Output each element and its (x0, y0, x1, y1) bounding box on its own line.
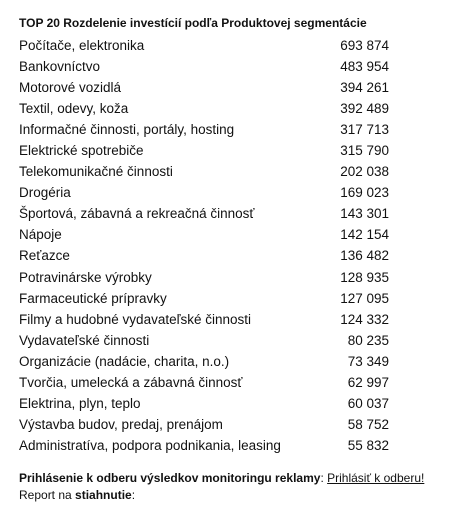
item-name: Administratíva, podpora podnikania, leasing (19, 437, 281, 453)
list-item (19, 414, 449, 435)
item-value: 392 489 (340, 101, 389, 117)
list-item (19, 161, 449, 182)
item-value: 169 023 (340, 185, 389, 201)
item-name: Tvorčia, umelecká a zábavná činnosť (19, 374, 243, 390)
item-name: Motorové vozidlá (19, 80, 122, 96)
list-item (19, 77, 449, 98)
item-value: 55 832 (347, 437, 389, 453)
item-name: Potravinárske výrobky (19, 269, 152, 285)
list-item (19, 309, 449, 330)
item-value: 80 235 (347, 332, 389, 348)
list-item (19, 435, 449, 456)
item-name: Telekomunikačné činnosti (19, 164, 173, 180)
item-name: Vydavateľské činnosti (19, 332, 150, 348)
item-name: Farmaceutické prípravky (19, 290, 167, 306)
item-value: 315 790 (340, 143, 389, 159)
item-value: 60 037 (347, 395, 389, 411)
subscribe-link[interactable]: Prihlásiť k odberu! (327, 471, 425, 485)
item-name: Počítače, elektronika (19, 38, 145, 53)
item-value: 73 349 (347, 353, 389, 369)
page-title: TOP 20 Rozdelenie investícií podľa Produktovej segmentácie (19, 16, 367, 30)
item-name: Športová, zábavná a rekreačná činnosť (19, 206, 255, 222)
item-value: 143 301 (340, 206, 389, 222)
item-value: 58 752 (347, 416, 389, 432)
item-name: Informačné činnosti, portály, hosting (19, 122, 235, 138)
subscribe-label: Prihlásenie k odberu výsledkov monitoringu reklamy (19, 471, 321, 485)
report-suffix: : (131, 488, 136, 502)
item-name: Elektrina, plyn, teplo (19, 395, 141, 411)
list-item (19, 98, 449, 119)
item-name: Nápoje (19, 227, 62, 243)
footer (19, 470, 424, 504)
item-name: Elektrické spotrebiče (19, 143, 144, 159)
subscribe-separator: : (320, 471, 328, 485)
item-name: Filmy a hudobné vydavateľské činnosti (19, 311, 252, 327)
list-item (19, 119, 449, 140)
item-value: 202 038 (340, 164, 389, 180)
list-item (19, 203, 449, 224)
list-item (19, 224, 449, 245)
report-download-label: stiahnutie (75, 488, 132, 502)
item-value: 693 874 (340, 38, 389, 53)
investment-list (19, 35, 449, 456)
item-value: 124 332 (340, 311, 389, 327)
subscribe-line (19, 470, 424, 487)
list-item (19, 140, 449, 161)
item-value: 62 997 (347, 374, 389, 390)
list-item (19, 35, 449, 56)
item-value: 317 713 (340, 122, 389, 138)
list-item (19, 288, 449, 309)
list-item (19, 182, 449, 203)
item-value: 142 154 (340, 227, 389, 243)
list-item (19, 351, 449, 372)
list-item (19, 372, 449, 393)
item-name: Organizácie (nadácie, charita, n.o.) (19, 353, 230, 369)
item-value: 136 482 (340, 248, 389, 264)
report-prefix: Report na (19, 488, 76, 502)
item-name: Drogéria (19, 185, 71, 201)
item-value: 128 935 (340, 269, 389, 285)
list-item (19, 245, 449, 266)
item-name: Reťazce (19, 248, 70, 264)
item-name: Bankovníctvo (19, 59, 101, 75)
item-value: 127 095 (340, 290, 389, 306)
item-value: 483 954 (340, 59, 389, 75)
report-line (19, 487, 424, 504)
list-item (19, 393, 449, 414)
list-item (19, 267, 449, 288)
item-value: 394 261 (340, 80, 389, 96)
list-item (19, 56, 449, 77)
item-name: Textil, odevy, koža (19, 101, 129, 117)
item-name: Výstavba budov, predaj, prenájom (19, 416, 223, 432)
list-item (19, 330, 449, 351)
